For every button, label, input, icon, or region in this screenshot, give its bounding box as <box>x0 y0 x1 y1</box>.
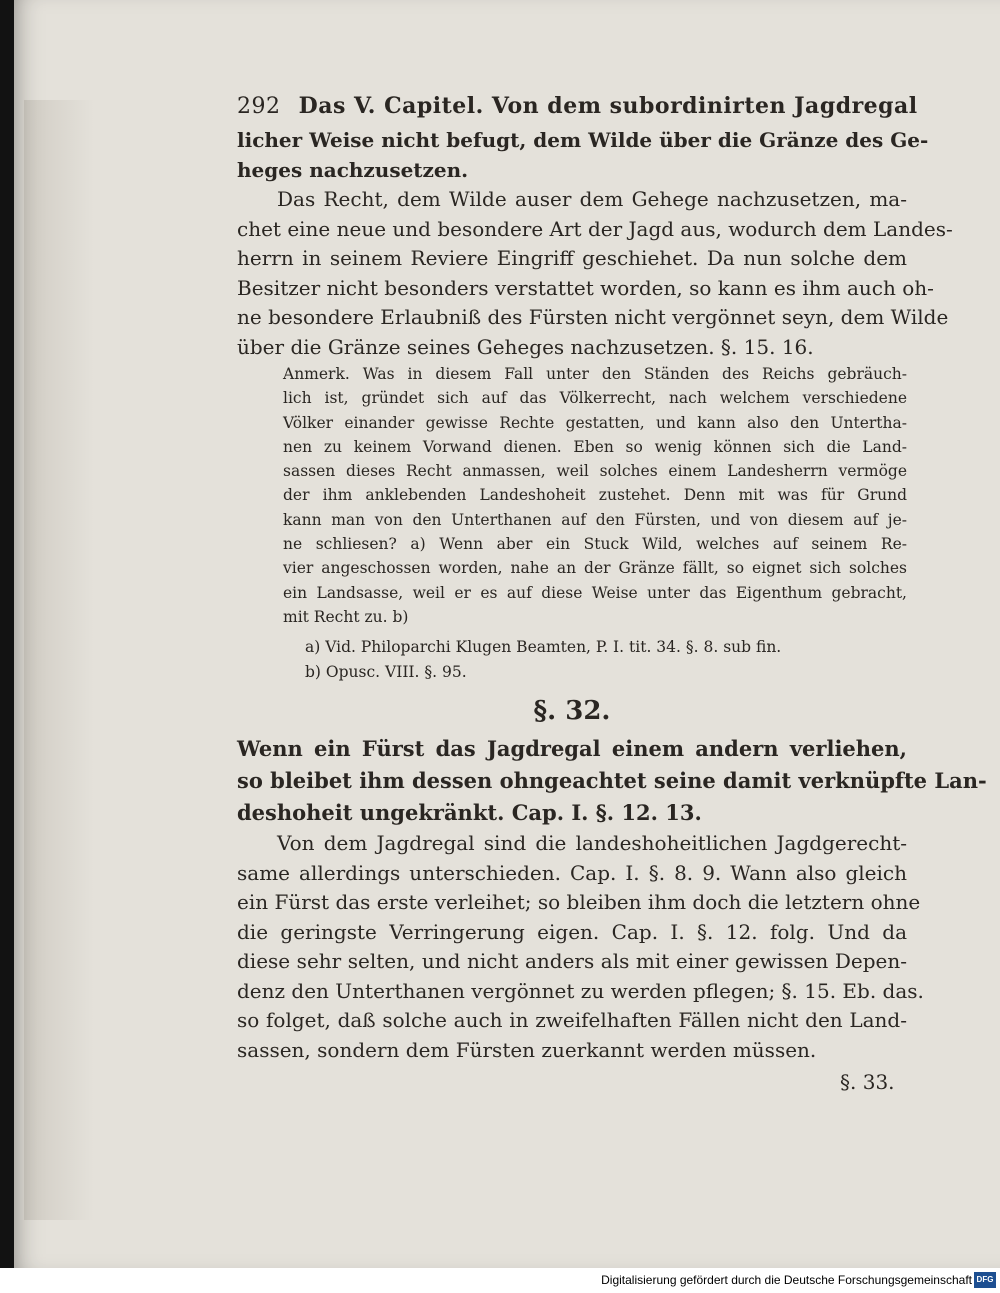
text-line: ne besondere Erlaubniß des Fürsten nicht vergönnet seyn, dem Wilde <box>237 305 949 329</box>
page-number: 292 <box>237 94 281 119</box>
funding-credit: Digitalisierung gefördert durch die Deutsche Forschungsgemeinschaft <box>601 1273 972 1287</box>
note-line: lich ist, gründet sich auf das Völkerrecht, nach welchem verschiedene <box>283 389 907 408</box>
text-line: denz den Unterthanen vergönnet zu werden pflegen; §. 15. Eb. das. <box>237 978 924 1003</box>
footnote-b: b) Opusc. VIII. §. 95. <box>305 663 467 682</box>
note-line: ein Landsasse, weil er es auf diese Weise unter das Eigenthum gebracht, <box>283 583 907 602</box>
note-line: sassen dieses Recht anmassen, weil solches einem Landesherrn vermöge <box>283 462 907 481</box>
section-lead <box>237 733 987 829</box>
page-edge-shadow <box>24 100 94 1220</box>
note-line: der ihm anklebenden Landeshoheit zustehet. Denn mit was für Grund <box>283 486 907 505</box>
lead-line: deshoheit ungekränkt. Cap. I. §. 12. 13. <box>237 800 702 826</box>
lead-line: so bleibet ihm dessen ohngeachtet seine damit verknüpfte Lan- <box>237 768 987 794</box>
text-line: Besitzer nicht besonders verstattet worden, so kann es ihm auch oh- <box>237 275 934 300</box>
text-line: die geringste Verringerung eigen. Cap. I. §. 12. folg. Und da <box>237 919 907 944</box>
text-line: same allerdings unterschieden. Cap. I. §. 8. 9. Wann also gleich <box>237 860 907 885</box>
note-line: nen zu keinem Vorwand dienen. Eben so wenig können sich die Land- <box>283 437 907 456</box>
catchword: §. 33. <box>840 1070 895 1094</box>
text-line: herrn in seinem Reviere Eingriff geschiehet. Da nun solche dem <box>237 246 907 270</box>
note-line: ne schliesen? a) Wenn aber ein Stuck Wild, welches auf seinem Re- <box>283 535 907 554</box>
note-line: Völker einander gewisse Rechte gestatten, und kann also den Untertha- <box>283 413 907 432</box>
text-line: sassen, sondern dem Fürsten zuerkannt werden müssen. <box>237 1037 817 1062</box>
text-line: licher Weise nicht befugt, dem Wilde über die Gränze des Ge- <box>237 128 929 152</box>
running-header <box>237 86 918 126</box>
note-line: mit Recht zu. b) <box>283 607 409 626</box>
text-line: heges nachzusetzen. <box>237 157 469 182</box>
note-line: Anmerk. Was in diesem Fall unter den Ständen des Reichs gebräuch- <box>283 365 907 383</box>
text-line: über die Gränze seines Geheges nachzusetzen. §. 15. 16. <box>237 334 814 359</box>
footnote-a: a) Vid. Philoparchi Klugen Beamten, P. I. tit. 34. §. 8. sub fin. <box>305 638 782 657</box>
body-paragraph-2 <box>237 829 924 1065</box>
text-line: so folget, daß solche auch in zweifelhaften Fällen nicht den Land- <box>237 1008 907 1033</box>
footnotes <box>237 635 907 685</box>
running-title: Das V. Capitel. Von dem subordinirten Jagdregal <box>298 93 918 119</box>
lead-line: Wenn ein Fürst das Jagdregal einem andern verliehen, <box>237 736 907 762</box>
text-line: diese sehr selten, und nicht anders als mit einer gewissen Depen- <box>237 949 907 974</box>
note-line: kann man von den Unterthanen auf den Fürsten, und von diesem auf je- <box>283 510 907 529</box>
section-heading: §. 32. <box>533 696 611 727</box>
note-line: vier angeschossen worden, nahe an der Gränze fällt, so eignet sich solches <box>283 559 907 578</box>
text-line: ein Fürst das erste verleihet; so bleiben ihm doch die letztern ohne <box>237 890 921 915</box>
text-line: Das Recht, dem Wilde auser dem Gehege nachzusetzen, ma- <box>277 187 907 211</box>
dfg-logo-icon: DFG <box>974 1272 996 1288</box>
text-line: Von dem Jagdregal sind die landeshoheitlichen Jagdgerecht- <box>277 831 907 856</box>
text-line: chet eine neue und besondere Art der Jagd aus, wodurch dem Landes- <box>237 216 953 241</box>
page-text <box>237 86 987 1065</box>
annotation-block <box>237 362 907 629</box>
body-paragraph-1 <box>237 126 953 362</box>
